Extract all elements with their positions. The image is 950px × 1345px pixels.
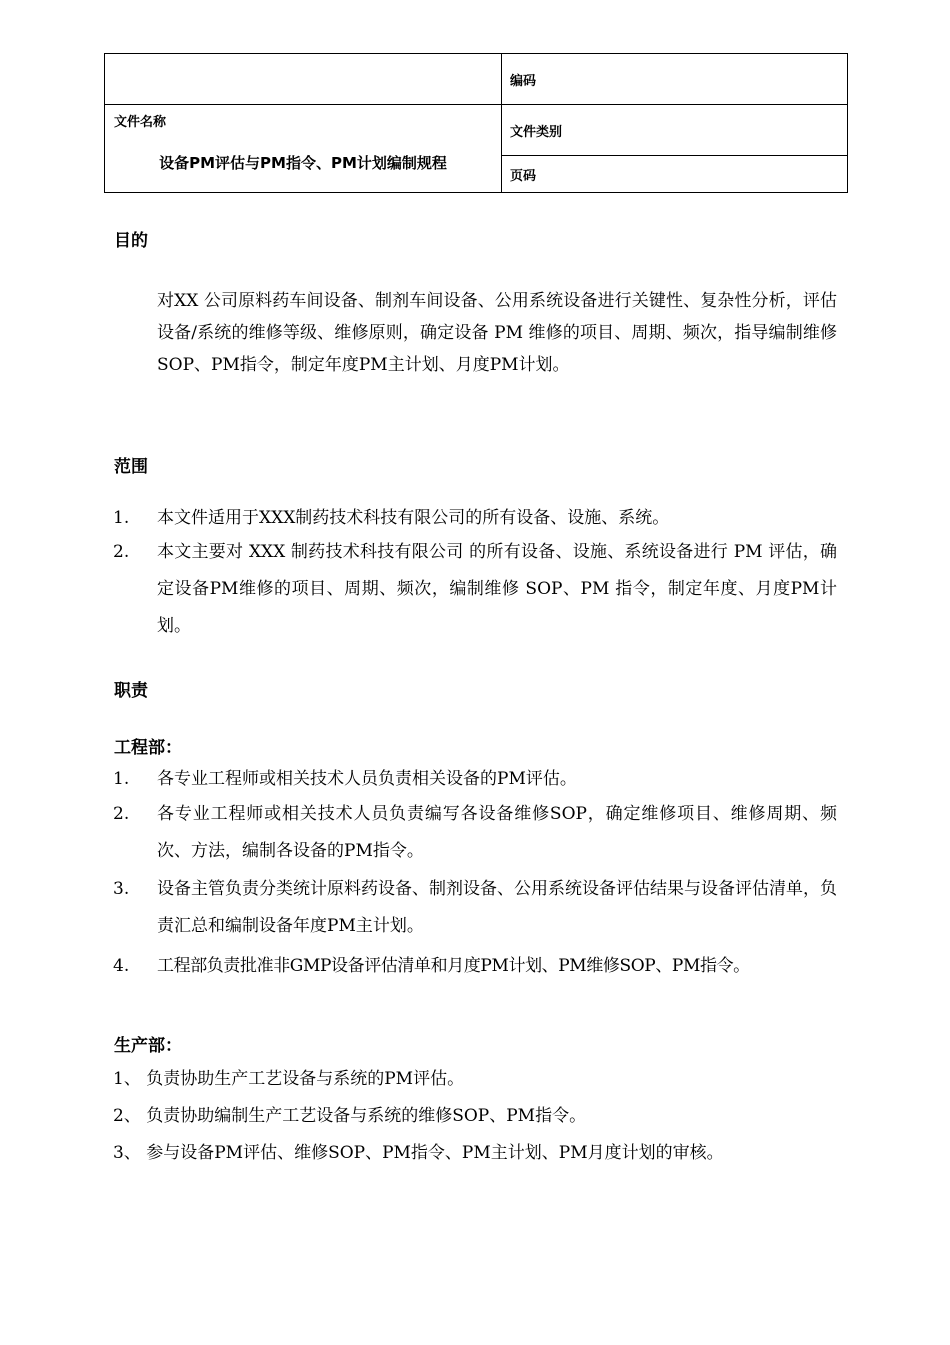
file-name-label: 文件名称 bbox=[114, 115, 167, 130]
production-heading: 生产部： bbox=[114, 1036, 182, 1056]
purpose-text: 对XX 公司原料药车间设备、制剂车间设备、公用系统设备进行关键性、复杂性分析，评估设备/系统的维修等级、维修原则，确定设备 PM 维修的项目、周期、频次，指导编制维修SOP、PM指令，制定年度PM主计划、月度PM计划。 bbox=[157, 291, 837, 375]
scope-heading: 范围 bbox=[114, 457, 148, 477]
engineering-item bbox=[113, 871, 843, 945]
engineering-item-text: 各专业工程师或相关技术人员负责相关设备的PM评估。 bbox=[157, 769, 577, 789]
scope-item-number: 2. bbox=[113, 542, 130, 562]
scope-item bbox=[113, 500, 843, 537]
engineering-item-number: 3. bbox=[113, 879, 130, 899]
purpose-heading: 目的 bbox=[114, 231, 148, 251]
production-item: 3、 参与设备PM评估、维修SOP、PM指令、PM主计划、PM月度计划的审核。 bbox=[113, 1143, 724, 1163]
duties-heading: 职责 bbox=[114, 681, 148, 701]
engineering-item-text: 各专业工程师或相关技术人员负责编写各设备维修SOP，确定维修项目、维修周期、频次、方法，编制各设备的PM指令。 bbox=[157, 804, 837, 861]
engineering-item-number: 4. bbox=[113, 956, 130, 976]
production-item: 2、 负责协助编制生产工艺设备与系统的维修SOP、PM指令。 bbox=[113, 1106, 587, 1126]
scope-item bbox=[113, 534, 843, 645]
engineering-item-text: 设备主管负责分类统计原料药设备、制剂设备、公用系统设备评估结果与设备评估清单，负责汇总和编制设备年度PM主计划。 bbox=[157, 879, 837, 936]
document-header-table bbox=[104, 53, 848, 193]
scope-item-number: 1. bbox=[113, 508, 130, 528]
header-blank-cell bbox=[105, 54, 502, 105]
category-label: 文件类别 bbox=[502, 105, 848, 156]
engineering-item bbox=[113, 948, 843, 985]
engineering-item-text: 工程部负责批准非GMP设备评估清单和月度PM计划、PM维修SOP、PM指令。 bbox=[157, 956, 750, 976]
scope-item-text: 本文件适用于XXX制药技术科技有限公司的所有设备、设施、系统。 bbox=[157, 508, 670, 528]
code-label: 编码 bbox=[502, 54, 848, 105]
document-title: 设备PM评估与PM指令、PM计划编制规程 bbox=[159, 154, 447, 172]
production-item: 1、 负责协助生产工艺设备与系统的PM评估。 bbox=[113, 1069, 465, 1089]
engineering-item-number: 2. bbox=[113, 804, 130, 824]
engineering-heading: 工程部： bbox=[114, 738, 182, 758]
file-name-cell bbox=[105, 105, 502, 193]
page-label: 页码 bbox=[502, 156, 848, 193]
engineering-item-number: 1. bbox=[113, 769, 130, 789]
scope-item-text: 本文主要对 XXX 制药技术科技有限公司 的所有设备、设施、系统设备进行 PM 评估，确定设备PM维修的项目、周期、频次，编制维修 SOP、PM 指令，制定年度、月度PM计划。 bbox=[157, 542, 837, 636]
engineering-item bbox=[113, 761, 843, 798]
engineering-item bbox=[113, 796, 843, 870]
